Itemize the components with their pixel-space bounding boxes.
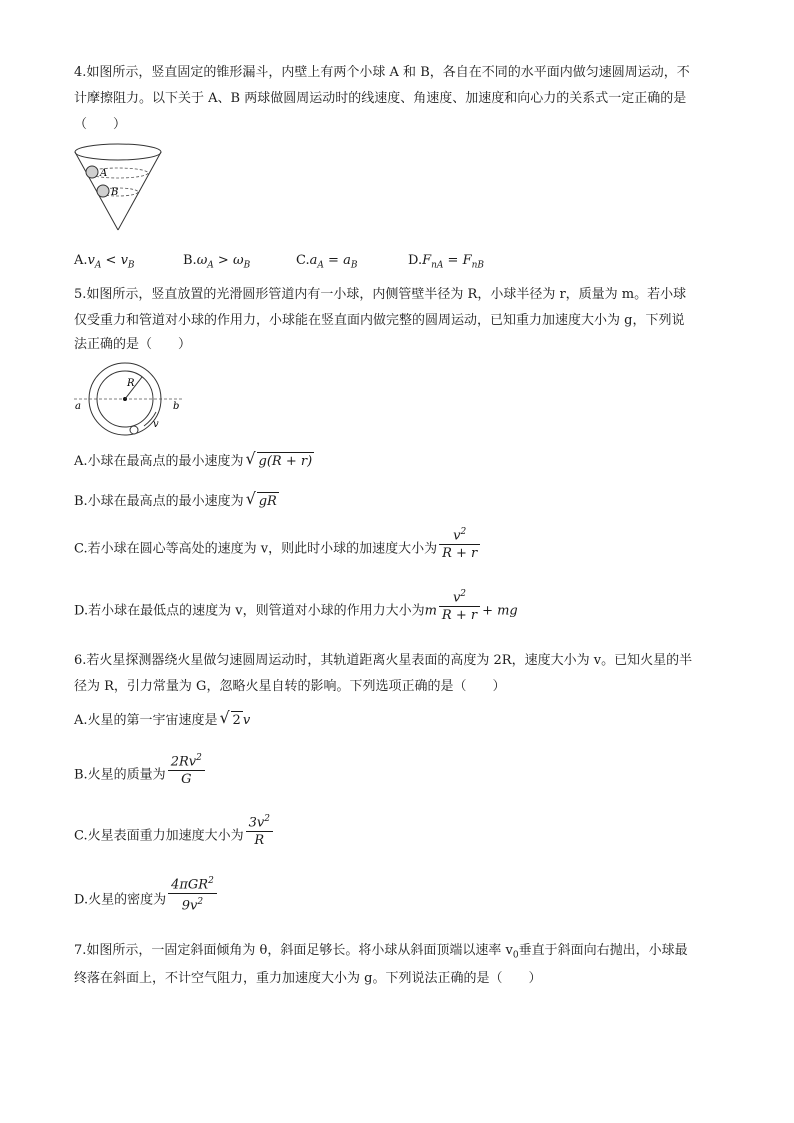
label-b: B xyxy=(111,187,119,198)
q4-option-b[interactable]: $B.\omega_A > \omega_B$ xyxy=(183,253,251,271)
q5-option-c[interactable]: C.若小球在圆心等高处的速度为 v，则此时小球的加速度大小为 $\frac{v^2}{R + r}$ xyxy=(74,536,482,562)
ball-b xyxy=(97,185,109,197)
q7-stem-line2: 终落在斜面上，不计空气阻力，重力加速度大小为 g。下列说法正确的是（ ） xyxy=(74,971,542,986)
q6-stem-line2: 径为 R，引力常量为 G，忽略火星自转的影响。下列选项正确的是（ ） xyxy=(74,679,506,694)
q5-option-d[interactable]: D.若小球在最低点的速度为 v，则管道对小球的作用力大小为m $\frac{v^2}{R + r}$ + mg xyxy=(74,598,518,624)
ball-a xyxy=(86,166,98,178)
q4-stem-line2: 计摩擦阻力。以下关于 A、B 两球做圆周运动时的线速度、角速度、加速度和向心力的关系式一定正确的是 xyxy=(74,91,687,106)
q5-stem-line3: 法正确的是（ ） xyxy=(74,337,192,352)
q4-option-c[interactable]: $C.a_A = a_B$ xyxy=(296,253,358,271)
q4-stem-line3: （ ） xyxy=(74,117,127,132)
q6-stem-line1: 6.若火星探测器绕火星做匀速圆周运动时，其轨道距离火星表面的高度为 2R，速度大小为 v。已知火星的半 xyxy=(74,653,693,668)
q4-cone-figure xyxy=(72,142,164,234)
label-a: A xyxy=(100,168,108,179)
q4-option-d[interactable]: $D.F_{nA} = F_{nB}$ xyxy=(408,253,485,271)
q4-stem-line1: 4.如图所示，竖直固定的锥形漏斗，内壁上有两个小球 A 和 B，各自在不同的水平面内做匀速圆周运动，不 xyxy=(74,65,690,80)
label-r: R xyxy=(127,378,135,389)
label-a: a xyxy=(75,401,81,412)
q5-tube-figure xyxy=(72,356,184,444)
q5-option-b[interactable]: B.小球在最高点的最小速度为 √ gR xyxy=(74,489,277,509)
q5-stem-line2: 仅受重力和管道对小球的作用力，小球能在竖直面内做完整的圆周运动，已知重力加速度大小为 g，下列说 xyxy=(74,313,685,328)
q5-stem-line1: 5.如图所示，竖直放置的光滑圆形管道内有一小球，内侧管壁半径为 R，小球半径为 r，质量为 m。若小球 xyxy=(74,287,687,302)
q6-option-a[interactable]: A.火星的第一宇宙速度是 √ 2 v xyxy=(74,708,251,728)
label-b: b xyxy=(173,401,180,412)
q7-stem-line1: 7.如图所示，一固定斜面倾角为 θ，斜面足够长。将小球从斜面顶端以速率 $v_0$垂直于斜面向右抛出，小球最 xyxy=(74,943,688,961)
q4-option-a[interactable]: $A.v_A < v_B$ xyxy=(74,253,135,271)
label-v: v xyxy=(153,419,159,430)
q6-option-d[interactable]: D.火星的密度为 $\frac{4\pi GR^2}{9v^2}$ xyxy=(74,885,219,915)
q6-option-b[interactable]: B.火星的质量为 $\frac{2Rv^2}{G}$ xyxy=(74,762,207,788)
q5-option-a[interactable]: A.小球在最高点的最小速度为 √ g(R + r) xyxy=(74,449,313,469)
q6-option-c[interactable]: C.火星表面重力加速度大小为 $\frac{3v^2}{R}$ xyxy=(74,823,275,849)
